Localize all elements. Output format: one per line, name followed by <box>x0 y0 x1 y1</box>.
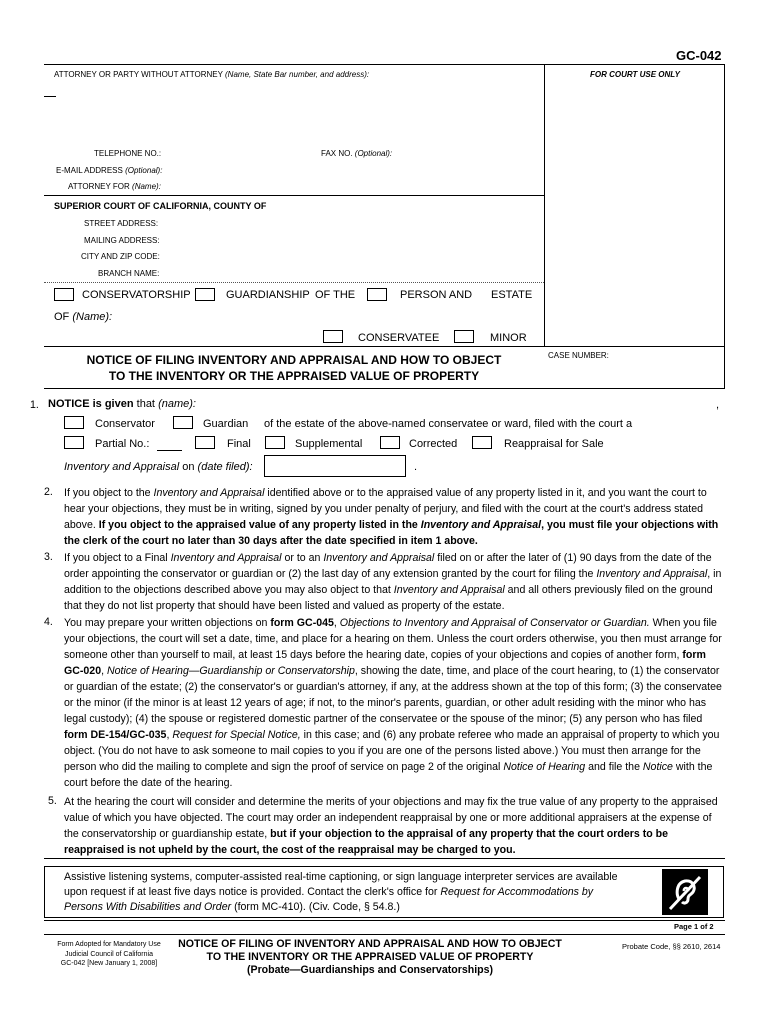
court-title: SUPERIOR COURT OF CALIFORNIA, COUNTY OF <box>54 201 267 211</box>
estate-text: of the estate of the above-named conservatee or ward, filed with the court a <box>264 418 633 430</box>
item3-number: 3. <box>44 551 53 563</box>
item1-notice-line: NOTICE is given that (name): <box>48 398 196 410</box>
date-filed-field[interactable] <box>264 455 406 477</box>
adopted-block: Form Adopted for Mandatory Use Judicial Council of California GC-042 [New January 1, 2008] <box>57 941 161 967</box>
person-checkbox[interactable] <box>367 288 387 301</box>
corrected-checkbox[interactable] <box>380 436 400 449</box>
case-number-field[interactable] <box>548 362 720 384</box>
corrected-label: Corrected <box>409 438 458 450</box>
conservatorship-label: CONSERVATORSHIP <box>82 289 191 301</box>
conservator-label: Conservator <box>95 418 155 430</box>
accessibility-text: Assistive listening systems, computer-assisted real-time captioning, or sign language interpreter services are available upon request if at least five days notice is provided. Contact the clerk's office for Request for Accommodations by Persons With Disabilities and Order (form MC-410). (Civ. Code, § 54.8.) <box>64 871 618 913</box>
date-filed-label: Inventory and Appraisal on (date filed): <box>64 461 253 473</box>
street-label: STREET ADDRESS: <box>84 219 159 228</box>
attorney-for-label: ATTORNEY FOR (Name): <box>68 182 161 191</box>
attorney-name-field[interactable] <box>56 82 538 142</box>
court-divider <box>44 195 544 196</box>
guardianship-label: GUARDIANSHIP <box>226 289 310 301</box>
fax-label: FAX NO. (Optional): <box>321 149 393 158</box>
guardian-label: Guardian <box>203 418 249 430</box>
guardianship-checkbox[interactable] <box>195 288 215 301</box>
title-top-border <box>44 346 725 347</box>
email-label: E-MAIL ADDRESS (Optional): <box>56 166 163 175</box>
fax-field[interactable] <box>392 146 540 160</box>
partial-checkbox[interactable] <box>64 436 84 449</box>
item4-text: You may prepare your written objections on form GC-045, Objections to Inventory and Appraisal of Conservator or Guardian. When you file your objections, the court will set a date, time, and place for a hearing on them. Unless the court orders otherwise, you then must arrange for someone other than yourself to mail, at least 15 days before the hearing date, copies of your objections and copies of another form, form GC-020, Notice of Hearing—Guardianship or Conservatorship, showing the date, time, and place of the court hearing, to (1) the conservator or guardian of the estate; (2) the conservator's or guardian's attorney, if any, at the address shown at the top of this form; (3) the conservatee or the minor (if the minor is at least 12 years of age; if not, to the minor's parents, guardian, or other adult residing with the minor who has legal custody); (4) the spouse or registered domestic partner of the conservatee or the spouse of the minor; (5) any person who has filed form DE-154/GC-035, Request for Special Notice, in this case; and (6) any probate referee who made an appraisal of property to which you object. (You do not have to ask someone to mail copies to you if you are one of the persons listed above.) You must then arrange for the person who did the mailing to complete and sign the proof of service on page 2 of the original Notice of Hearing and file the Notice with the court before the date of the hearing. <box>64 617 722 789</box>
page-number: Page 1 of 2 <box>674 922 714 931</box>
item5-text: At the hearing the court will consider and determine the merits of your objections and may fix the true value of any property to the appraised value of which you have objected. The court may order an independent reappraisal by one or more additional appraisers at the expense of the conservatorship or guardianship estate, but if your objection to the appraisal of any property that the court orders to be reappraised is not upheld by the court, the cost of the reappraisal may be charged to you. <box>64 796 718 856</box>
court-use-label: FOR COURT USE ONLY <box>590 70 680 79</box>
right-border <box>724 64 725 388</box>
footer-top-border <box>44 920 725 921</box>
case-number-label: CASE NUMBER: <box>548 351 609 360</box>
form-title: NOTICE OF FILING INVENTORY AND APPRAISAL AND HOW TO OBJECT TO THE INVENTORY OR THE APPRAISED VALUE OF PROPERTY <box>86 353 502 383</box>
conservatee-name-field[interactable] <box>110 309 540 325</box>
reappraisal-checkbox[interactable] <box>472 436 492 449</box>
attorney-mark <box>44 96 56 97</box>
partial-number-field[interactable] <box>157 450 182 451</box>
court-address-field[interactable] <box>160 216 540 280</box>
conservator-checkbox[interactable] <box>64 416 84 429</box>
footer-divider <box>44 934 725 935</box>
conservatorship-checkbox[interactable] <box>54 288 74 301</box>
hearing-assistance-icon <box>662 869 708 915</box>
probate-code: Probate Code, §§ 2610, 2614 <box>622 942 721 951</box>
telephone-label: TELEPHONE NO.: <box>94 149 162 158</box>
item1-comma: , <box>716 399 720 411</box>
final-label: Final <box>227 438 251 450</box>
item2-text: If you object to the Inventory and Appraisal identified above or to the appraised value of any property listed in it, and you want the court to hear your objections, they must be in writing, signed by you under penalty of perjury, and filed with the court at the court's address stated above. If you object to the appraised value of any property listed in the Inventory and Appraisal, you must file your objections with the clerk of the court no later than 30 days after the date specified in item 1 above. <box>64 487 719 547</box>
item2-number: 2. <box>44 486 53 498</box>
item1-number: 1. <box>30 399 39 411</box>
item4-number: 4. <box>44 616 53 628</box>
top-border <box>44 64 725 65</box>
supplemental-label: Supplemental <box>295 438 363 450</box>
final-checkbox[interactable] <box>195 436 215 449</box>
guardian-checkbox[interactable] <box>173 416 193 429</box>
conservatee-checkbox[interactable] <box>323 330 343 343</box>
branch-label: BRANCH NAME: <box>98 269 160 278</box>
access-top-border <box>44 858 725 859</box>
notice-name-field[interactable] <box>220 397 710 412</box>
item3-text: If you object to a Final Inventory and Appraisal or to an Inventory and Appraisal filed on or after the later of (1) 90 days from the date of the order appointing the conservator or guardian or (2) the last day of any extension granted by the court for filing the Inventory and Appraisal, in addition to the objections described above you may also object to that Inventory and Appraisal and all others previously filed on the ground that they do not list property that should have been listed and valued as property of the estate. <box>64 552 722 612</box>
title-bottom-border <box>44 388 725 389</box>
mailing-label: MAILING ADDRESS: <box>84 236 160 245</box>
of-the-label: OF THE <box>315 289 356 301</box>
person-and-label: PERSON AND <box>400 289 473 301</box>
form-number: GC-042 <box>676 48 722 63</box>
email-field[interactable] <box>160 163 540 177</box>
telephone-field[interactable] <box>160 146 310 160</box>
city-label: CITY AND ZIP CODE: <box>81 252 160 261</box>
supplemental-checkbox[interactable] <box>265 436 285 449</box>
footer-title: NOTICE OF FILING OF INVENTORY AND APPRAISAL AND HOW TO OBJECT TO THE INVENTORY OR THE APPRAISED VALUE OF PROPERTY (Probate—Guardianships and Conservatorships) <box>178 938 562 976</box>
conservatee-label: CONSERVATEE <box>358 332 440 344</box>
case-divider <box>44 282 544 283</box>
minor-label: MINOR <box>490 332 527 344</box>
of-name-label: OF (Name): <box>54 311 113 323</box>
attorney-for-field[interactable] <box>160 179 540 193</box>
item5-number: 5. <box>48 795 57 807</box>
reappraisal-label: Reappraisal for Sale <box>504 438 604 450</box>
partial-label: Partial No.: <box>95 438 150 450</box>
date-period: . <box>414 461 418 473</box>
attorney-label: ATTORNEY OR PARTY WITHOUT ATTORNEY (Name, State Bar number, and address): <box>54 70 370 79</box>
estate-label: ESTATE <box>491 289 533 301</box>
court-use-divider <box>544 64 545 346</box>
minor-checkbox[interactable] <box>454 330 474 343</box>
